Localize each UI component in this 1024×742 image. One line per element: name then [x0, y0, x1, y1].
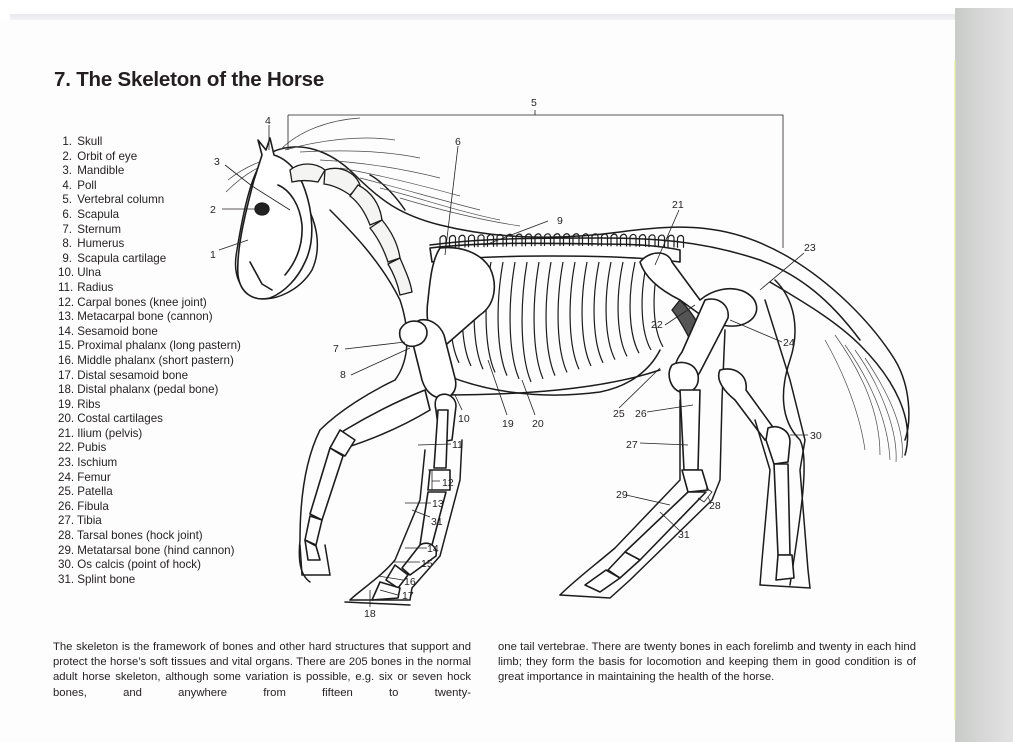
- legend-label: Tibia: [77, 514, 102, 528]
- callout-7: 7: [333, 343, 339, 355]
- callout-5: 5: [531, 97, 537, 109]
- callout-24: 24: [783, 337, 795, 349]
- legend-number: 23.: [58, 456, 75, 470]
- legend-label: Femur: [77, 470, 111, 484]
- callout-28: 28: [709, 500, 721, 512]
- legend-label: Ulna: [77, 266, 102, 280]
- caption-left-column: [53, 640, 471, 701]
- legend-number: 16.: [58, 353, 75, 367]
- legend-label: Proximal phalanx (long pastern): [77, 339, 241, 353]
- callout-22: 22: [651, 319, 663, 331]
- legend-label: Scapula: [77, 207, 120, 221]
- caption-right-column: [498, 640, 916, 686]
- legend-label: Skull: [77, 135, 103, 148]
- rib: [594, 262, 603, 363]
- legend-number: 30.: [58, 558, 75, 572]
- legend-label: Distal sesamoid bone: [77, 368, 189, 382]
- callout-31-hind: 31: [678, 529, 690, 541]
- legend-label: Distal phalanx (pedal bone): [77, 383, 219, 397]
- front-lifted-leg: [300, 390, 430, 575]
- legend-label: Metacarpal bone (cannon): [77, 310, 213, 324]
- callout-29: 29: [616, 489, 628, 501]
- legend-number: 29.: [58, 543, 75, 557]
- legend-label: Costal cartilages: [77, 412, 163, 426]
- rib: [630, 262, 639, 353]
- callout-17: 17: [402, 590, 414, 602]
- callout-13: 13: [432, 498, 444, 510]
- legend-label: Fibula: [77, 499, 109, 513]
- legend-label: Pubis: [77, 441, 107, 455]
- legend-number: 2.: [62, 149, 72, 163]
- horse-silhouette: [236, 147, 909, 585]
- caption-paragraph-2: one tail vertebrae. There are twenty bones in each forelimb and twenty in each hind limb; they form the basis for locomotion and keeping them in good condition is of great importance in maintaining the health of the horse.: [498, 641, 916, 684]
- callout-14: 14: [427, 543, 439, 555]
- callout-11: 11: [452, 439, 463, 451]
- callout-18: 18: [364, 608, 376, 620]
- callout-20: 20: [532, 418, 544, 430]
- callout-15: 15: [421, 558, 433, 570]
- legend-number: 19.: [58, 397, 75, 411]
- rib: [510, 262, 519, 379]
- legend-number: 11.: [58, 280, 74, 294]
- callout-6: 6: [455, 136, 461, 148]
- legend-number: 3.: [62, 164, 72, 178]
- legend-label: Scapula cartilage: [77, 251, 167, 265]
- legend-number: 12.: [58, 295, 75, 309]
- legend-number: 1.: [62, 135, 72, 148]
- legend-label: Sesamoid bone: [77, 324, 158, 338]
- callout-16: 16: [404, 576, 416, 588]
- legend-number: 8.: [62, 237, 72, 251]
- rib: [546, 262, 555, 376]
- callout-19: 19: [502, 418, 514, 430]
- legend-label: Carpal bones (knee joint): [77, 295, 207, 309]
- legend-label: Middle phalanx (short pastern): [77, 353, 234, 367]
- legend-label: Mandible: [77, 164, 125, 178]
- rib: [498, 262, 507, 376]
- legend-label: Tarsal bones (hock joint): [77, 529, 203, 543]
- rib: [606, 262, 615, 360]
- caption-paragraph-1: The skeleton is the framework of bones and other hard structures that support and protect the horse’s soft tissues and vital organs. There are 205 bones in the normal adult horse skeleton, although some variation is possible, e.g. six or seven hock bones, and anywhere from fifteen to twenty-: [53, 641, 471, 699]
- legend-number: 24.: [58, 470, 75, 484]
- rib: [558, 262, 567, 372]
- vertebral-column-bracket: [288, 110, 783, 248]
- legend-label: Metatarsal bone (hind cannon): [77, 543, 235, 557]
- legend-label: Splint bone: [77, 572, 136, 586]
- rib: [582, 262, 591, 366]
- callout-3: 3: [214, 156, 220, 168]
- legend-label: Os calcis (point of hock): [77, 558, 201, 572]
- legend-number: 9.: [62, 251, 72, 265]
- legend-number: 4.: [62, 178, 72, 192]
- skull-bones: [238, 138, 312, 299]
- legend-number: 15.: [58, 339, 75, 353]
- legend-number: 31.: [58, 572, 75, 586]
- legend-number: 21.: [58, 426, 75, 440]
- legend-number: 20.: [58, 412, 75, 426]
- legend-label: Vertebral column: [77, 193, 165, 207]
- callout-9: 9: [557, 215, 563, 227]
- callout-27: 27: [626, 439, 638, 451]
- legend-number: 26.: [58, 499, 75, 513]
- hindquarter-bones: [560, 253, 757, 598]
- legend-label: Radius: [77, 280, 114, 294]
- rib: [534, 262, 543, 379]
- callout-12: 12: [442, 477, 454, 489]
- legend-number: 17.: [58, 368, 75, 382]
- rib: [522, 262, 531, 382]
- legend-number: 7.: [62, 222, 72, 236]
- legend-number: 22.: [58, 441, 75, 455]
- legend-label: Humerus: [77, 237, 125, 251]
- legend-number: 13.: [58, 310, 75, 324]
- callout-1: 1: [210, 249, 216, 261]
- callout-21: 21: [672, 199, 684, 211]
- legend-label: Orbit of eye: [77, 149, 138, 163]
- callout-4: 4: [265, 115, 271, 127]
- legend-number: 5.: [62, 193, 72, 207]
- legend-number: 18.: [58, 383, 75, 397]
- rib: [618, 262, 627, 356]
- rib: [570, 262, 579, 369]
- callout-31-fore: 31: [431, 516, 443, 528]
- legend-number: 27.: [58, 514, 75, 528]
- legend-number: 14.: [58, 324, 75, 338]
- legend-number: 25.: [58, 485, 75, 499]
- callout-25: 25: [613, 408, 625, 420]
- legend-label: Poll: [77, 178, 97, 192]
- callout-2: 2: [210, 204, 216, 216]
- forequarter-bones: [400, 248, 495, 398]
- legend-number: 10.: [58, 266, 75, 280]
- legend-label: Ribs: [77, 397, 101, 411]
- legend-number: 28.: [58, 529, 75, 543]
- callout-26: 26: [635, 408, 647, 420]
- callout-10: 10: [458, 413, 470, 425]
- callout-30: 30: [810, 430, 822, 442]
- legend-number: 6.: [62, 207, 72, 221]
- legend-label: Patella: [77, 485, 113, 499]
- legend-label: Ilium (pelvis): [77, 426, 143, 440]
- callout-23: 23: [804, 242, 816, 254]
- page-title: 7. The Skeleton of the Horse: [54, 68, 325, 91]
- callout-8: 8: [340, 369, 346, 381]
- legend-label: Ischium: [77, 456, 118, 470]
- legend-label: Sternum: [77, 222, 122, 236]
